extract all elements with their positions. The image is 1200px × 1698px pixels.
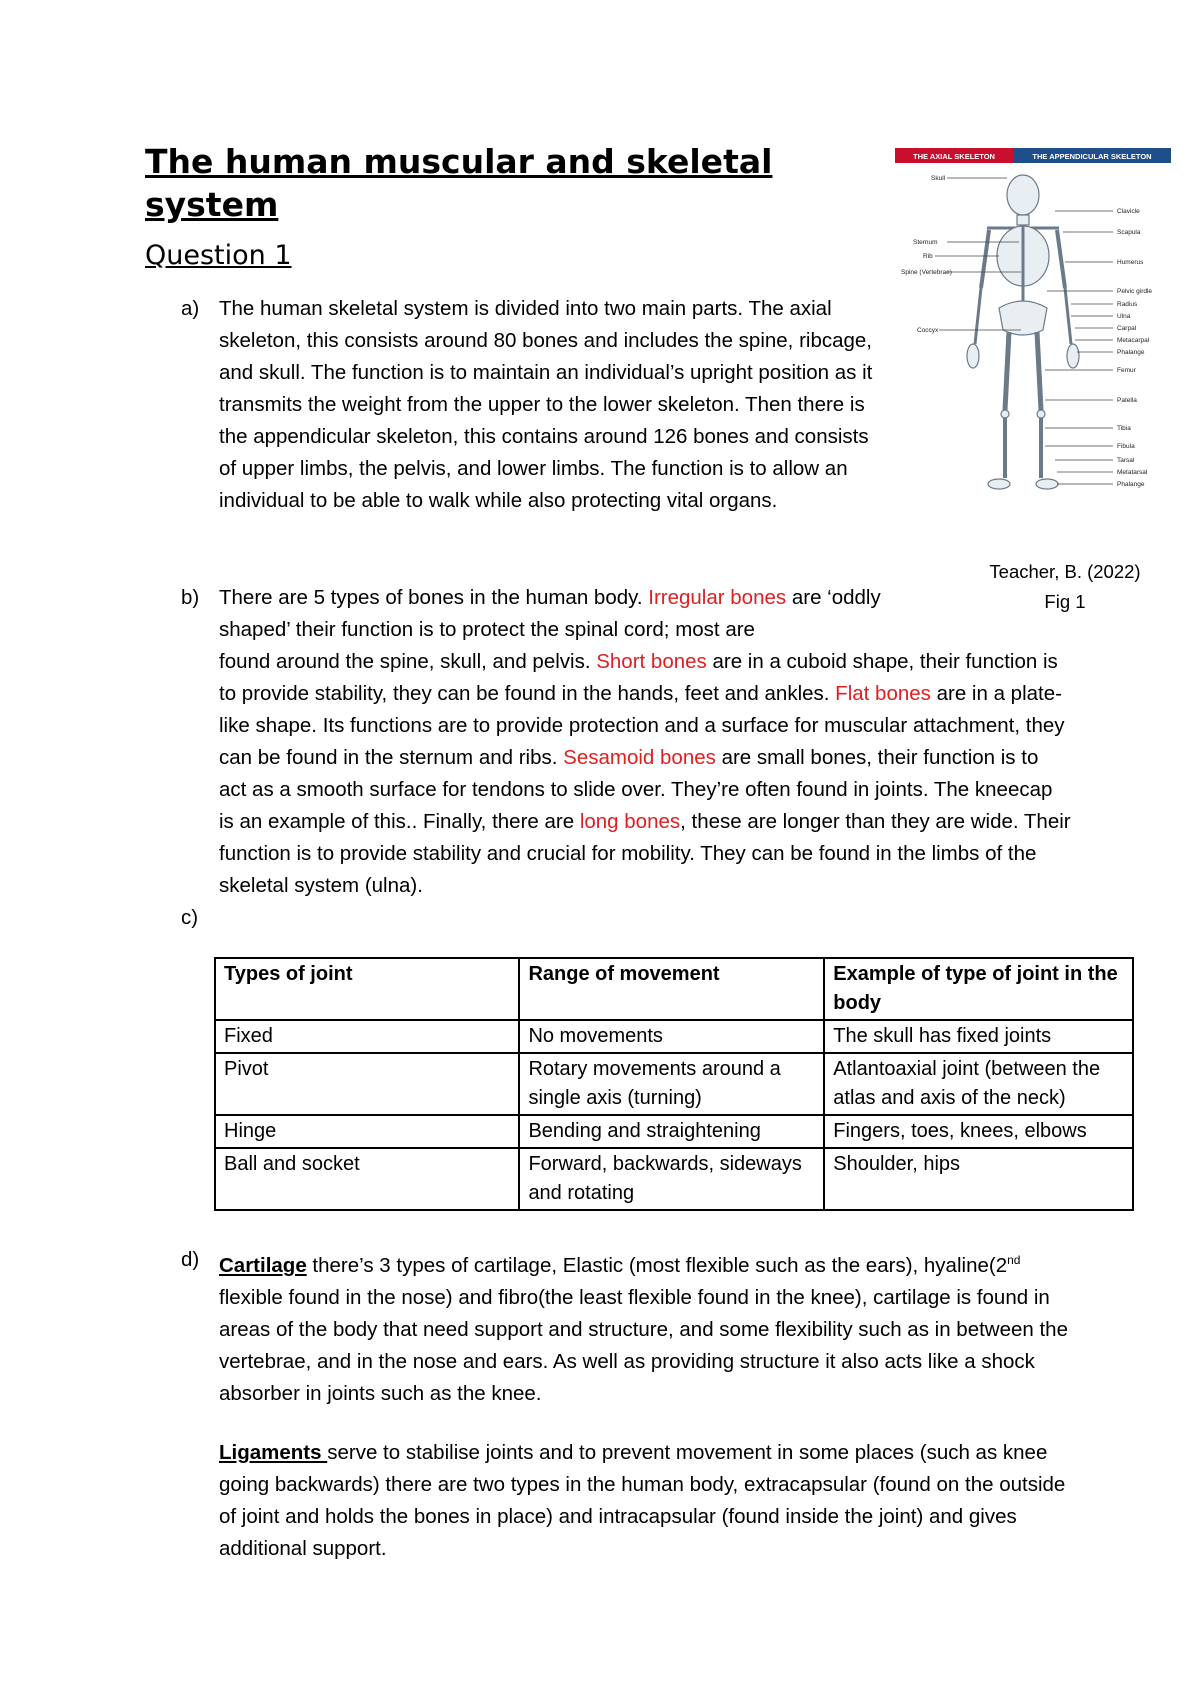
left-labels [901,175,952,334]
table-cell: Pivot [215,1053,519,1115]
label-skull: Skull [931,175,946,182]
label-fibula: Fibula [1117,443,1135,450]
label-carpal: Carpal [1117,325,1137,332]
flat-bones-term: Flat bones [835,682,931,705]
label-phalange-hand: Phalange [1117,349,1145,356]
right-leaders [1045,211,1113,484]
part-d-marker: d) [181,1248,200,1271]
question-heading: Question 1 [145,240,292,271]
cartilage-text-2: flexible found in the nose) and fibro(the least flexible found in the knee), cartilage is found in areas of the body that need support and structure, and some flexibility such as in between the vertebrae, and in the nose and ears. As well as providing structure it also acts like a shock absorber in joints such as the knee. [219,1285,1068,1405]
left-forearm-shape [975,288,981,344]
header-types-of-joint: Types of joint [215,958,519,1020]
table-row [215,1053,1133,1115]
table-cell: The skull has fixed joints [824,1020,1133,1053]
table-cell: Fingers, toes, knees, elbows [824,1115,1133,1148]
figure-caption [960,557,1170,617]
left-foot-shape [988,479,1010,489]
part-b-text-7: , these are longer than they are wide. Their function is to provide stability and crucial for mobility. They can be found in the limbs of the skeletal system (ulna). [219,810,1071,897]
part-b-text-2: are ‘oddly shaped’ their function is to protect the spinal cord; most are [219,586,881,641]
label-humerus: Humerus [1117,259,1144,266]
part-a-marker: a) [181,297,200,320]
cartilage-superscript: nd [1007,1253,1021,1267]
short-bones-term: Short bones [596,650,707,673]
label-rib: Rib [923,253,933,260]
label-spine: Spine (Vertebrae) [901,269,952,276]
left-humerus-shape [981,230,989,288]
part-b-text-1: There are 5 types of bones in the human body. [219,586,649,609]
figure-header-right: THE APPENDICULAR SKELETON [1032,152,1152,161]
skeleton-diagram [895,148,1171,506]
right-forearm-shape [1065,288,1071,344]
part-b-text-3: found around the spine, skull, and pelvis. [219,650,597,673]
table-cell: Ball and socket [215,1148,519,1210]
table-cell: Fixed [215,1020,519,1053]
label-coccyx: Coccyx [917,327,939,334]
right-labels [1117,208,1152,488]
figure-header-left: THE AXIAL SKELETON [913,152,995,161]
joint-types-table [214,957,1134,1211]
label-femur: Femur [1117,367,1136,374]
part-c-marker: c) [181,906,199,929]
part-b-text-5: are in a plate-like shape. Its functions are to provide protection and a surface for muscular attachment, they can be found in the sternum and ribs. [219,682,1065,769]
cartilage-term: Cartilage [219,1253,307,1277]
header-range-of-movement: Range of movement [519,958,824,1020]
part-b-text-4: are in a cuboid shape, their function is to provide stability, they can be found in the hands, feet and ankles. [219,650,1058,705]
table-cell: No movements [519,1020,824,1053]
cartilage-paragraph [219,1244,1075,1410]
label-pelvic-girdle: Pelvic girdle [1117,288,1153,295]
ligaments-paragraph [219,1437,1075,1565]
table-cell: Forward, backwards, sideways and rotating [519,1148,824,1210]
left-patella-shape [1001,410,1009,418]
right-femur-shape [1037,332,1041,410]
neck-shape [1017,215,1029,225]
skull-shape [1007,175,1039,215]
table-cell: Atlantoaxial joint (between the atlas and axis of the neck) [824,1053,1133,1115]
label-phalange-foot: Phalange [1117,481,1145,488]
right-foot-shape [1036,479,1058,489]
ligaments-term: Ligaments [219,1441,328,1464]
part-a-text: The human skeletal system is divided into two main parts. The axial skeleton, this consists around 80 bones and includes the spine, ribcage, and skull. The function is to maintain an individual’s upright position as it transmits the weight from the upper to the lower skeleton. Then there is the appendicular skeleton, this contains around 126 bones and consists of upper limbs, the pelvis, and lower limbs. The function is to allow an individual to be able to walk while also protecting vital organs. [219,297,873,512]
table-header-row [215,958,1133,1020]
sesamoid-bones-term: Sesamoid bones [563,746,716,769]
part-b-text-6: are small bones, their function is to act as a smooth surface for tendons to slide over. They’re often found in joints. The kneecap is an example of this.. Finally, there are [219,746,1053,833]
skeleton-body [967,175,1079,489]
skeleton-figure [895,148,1171,506]
table-cell: Rotary movements around a single axis (turning) [519,1053,824,1115]
label-patella: Patella [1117,397,1137,404]
page-title: The human muscular and skeletal system [145,142,773,224]
part-b-text-top [219,582,887,646]
table-row [215,1148,1133,1210]
label-metacarpal: Metacarpal [1117,337,1150,344]
table-row [215,1115,1133,1148]
part-b-marker: b) [181,586,200,609]
label-tarsal: Tarsal [1117,457,1135,464]
long-bones-term: long bones [579,810,681,833]
figure-number: Fig 1 [1044,591,1086,612]
left-femur-shape [1005,332,1009,410]
label-clavicle: Clavicle [1117,208,1140,215]
label-scapula: Scapula [1117,229,1141,236]
header-example: Example of type of joint in the body [824,958,1133,1020]
label-tibia: Tibia [1117,425,1131,432]
table-cell: Bending and straightening [519,1115,824,1148]
label-ulna: Ulna [1117,313,1131,320]
cartilage-text-1: there’s 3 types of cartilage, Elastic (most flexible such as the ears), hyaline(2 [306,1253,1008,1277]
part-b-text-body [219,646,1071,902]
right-humerus-shape [1057,230,1065,288]
table-cell: Shoulder, hips [824,1148,1133,1210]
label-sternum: Sternum [913,239,938,246]
left-hand-shape [967,344,979,368]
irregular-bones-term: Irregular bones [648,586,787,609]
right-patella-shape [1037,410,1045,418]
label-metatarsal: Metatarsal [1117,469,1148,476]
table-row [215,1020,1133,1053]
right-hand-shape [1067,344,1079,368]
label-radius: Radius [1117,301,1138,308]
figure-citation: Teacher, B. (2022) [989,561,1141,582]
table-cell: Hinge [215,1115,519,1148]
ligaments-text: serve to stabilise joints and to prevent movement in some places (such as knee going backwards) there are two types in the human body, extracapsular (found on the outside of joint and holds the bones in place) and intracapsular (found inside the joint) and gives additional support. [219,1441,1066,1560]
